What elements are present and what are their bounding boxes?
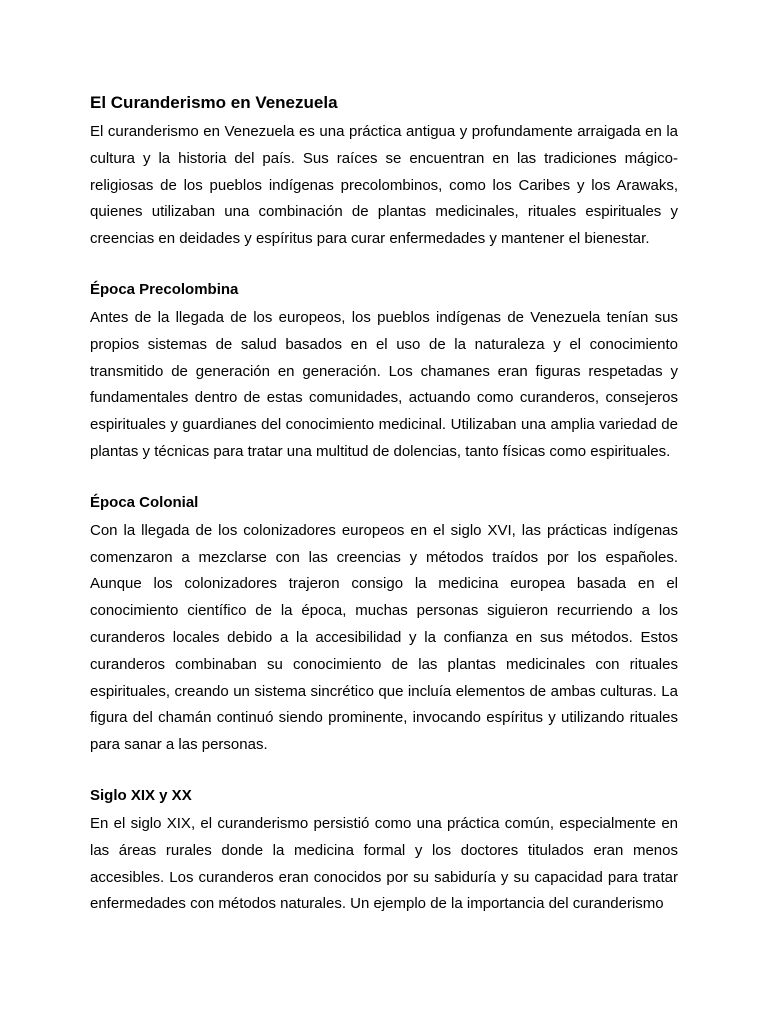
document-title: El Curanderismo en Venezuela	[90, 93, 338, 112]
section-siglo-xix-xx	[90, 785, 678, 918]
section-paragraph: En el siglo XIX, el curanderismo persistió como una práctica común, especialmente en las áreas rurales donde la medicina formal y los doctores titulados eran menos accesibles. Los curanderos eran conocidos por su sabiduría y su capacidad para tratar enfermedades con métodos naturales. Un ejemplo de la importancia del curanderismo	[90, 814, 678, 913]
section-precolombina	[90, 279, 678, 466]
section-colonial	[90, 492, 678, 759]
section-heading: Siglo XIX y XX	[90, 786, 192, 804]
section-paragraph: Antes de la llegada de los europeos, los pueblos indígenas de Venezuela tenían sus propios sistemas de salud basados en el uso de la naturaleza y el conocimiento transmitido de generación en generación. Los chamanes eran figuras respetadas y fundamentales dentro de estas comunidades, actuando como curanderos, consejeros espirituales y guardianes del conocimiento medicinal. Utilizaban una amplia variedad de plantas y técnicas para tratar una multitud de dolencias, tanto físicas como espirituales.	[90, 308, 678, 460]
intro-paragraph: El curanderismo en Venezuela es una práctica antigua y profundamente arraigada en la cultura y la historia del país. Sus raíces se encuentran en las tradiciones mágico-religiosas de los pueblos indígenas precolombinos, como los Caribes y los Arawaks, quienes utilizaban una combinación de plantas medicinales, rituales espirituales y creencias en deidades y espíritus para curar enfermedades y mantener el bienestar.	[90, 123, 678, 248]
document-content	[90, 92, 678, 918]
section-paragraph: Con la llegada de los colonizadores europeos en el siglo XVI, las prácticas indígenas comenzaron a mezclarse con las creencias y métodos traídos por los españoles. Aunque los colonizadores trajeron consigo la medicina europea basada en el conocimiento científico de la época, muchas personas siguieron recurriendo a los curanderos locales debido a la accesibilidad y la confianza en sus métodos. Estos curanderos combinaban su conocimiento de las plantas medicinales con rituales espirituales, creando un sistema sincrético que incluía elementos de ambas culturas. La figura del chamán continuó siendo prominente, invocando espíritus y utilizando rituales para sanar a las personas.	[90, 521, 678, 754]
section-heading: Época Colonial	[90, 493, 199, 511]
section-heading: Época Precolombina	[90, 280, 239, 298]
